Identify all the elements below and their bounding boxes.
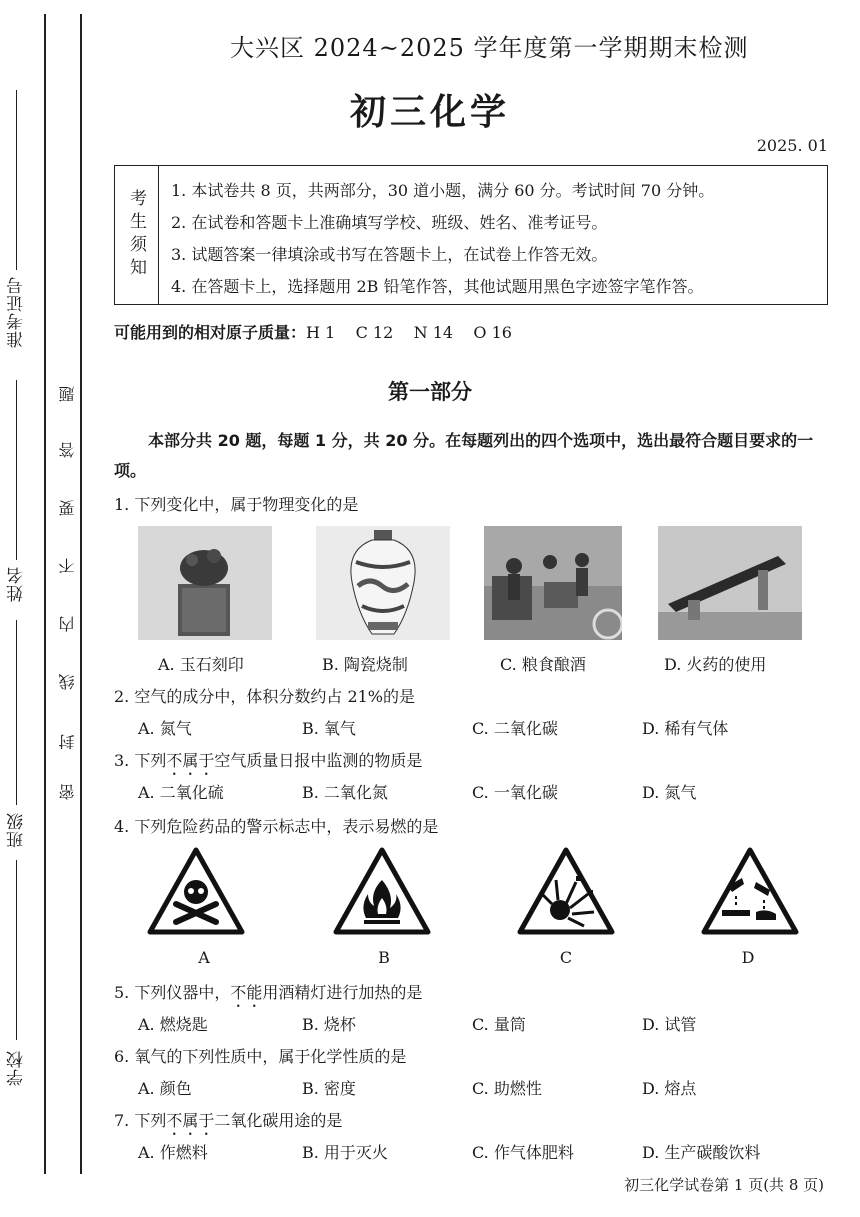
seal-char: 答 (58, 442, 77, 458)
option-label: B. 二氧化氮 (302, 783, 388, 802)
brewing-scene-image (484, 526, 622, 640)
jade-seal-image (138, 526, 272, 640)
part-intro: 本部分共 20 题，每题 1 分，共 20 分。在每题列出的四个选项中，选出最符合题目要求的一项。 (114, 431, 814, 480)
option-label: C. 量筒 (472, 1015, 526, 1034)
subject-title: 初三化学 (349, 92, 510, 133)
seal-char: 封 (58, 734, 77, 750)
porcelain-vase-image (316, 526, 450, 640)
option-label: D. 熔点 (642, 1079, 697, 1098)
option-label: A. 氮气 (138, 719, 192, 738)
option-label: D. 稀有气体 (642, 719, 729, 738)
option-label: B. 密度 (302, 1079, 356, 1098)
corrosive-warning-icon (700, 846, 800, 936)
option-label: A. 二氧化硫 (138, 783, 224, 802)
option-label: B. 陶瓷烧制 (322, 655, 408, 674)
option-label: D. 氮气 (642, 783, 697, 802)
option-label: C. 粮食酿酒 (500, 655, 586, 674)
option-label: B. 氧气 (302, 719, 356, 738)
option-label: B. 用于灭火 (302, 1143, 388, 1162)
notice-box (114, 165, 828, 305)
option-label: A. 颜色 (138, 1079, 192, 1098)
class-blank (16, 620, 17, 805)
atomic-masses: 可能用到的相对原子质量：H 1 C 12 N 14 O 16 (114, 323, 512, 342)
question-stem: 6. 氧气的下列性质中，属于化学性质的是 (114, 1047, 407, 1066)
notice-item: 4. 在答题卡上，选择题用 2B 铅笔作答，其他试题用黑色字迹签字笔作答。 (171, 277, 704, 296)
toxic-warning-icon (146, 846, 246, 936)
option-label: C. 一氧化碳 (472, 783, 558, 802)
option-label: A. 玉石刻印 (158, 655, 244, 674)
school-label: 学校 (7, 1050, 27, 1086)
seal-char: 题 (58, 386, 77, 402)
part-title: 第一部分 (388, 380, 472, 404)
name-label: 姓名 (7, 566, 27, 602)
binding-line-right (80, 14, 82, 1174)
notice-item: 1. 本试卷共 8 页，共两部分，30 道小题，满分 60 分。考试时间 70 分钟。 (171, 181, 715, 200)
exam-id-label: 准考证号 (7, 276, 27, 348)
option-label: C. 二氧化碳 (472, 719, 558, 738)
seal-char: 要 (58, 500, 77, 516)
option-label: C. 助燃性 (472, 1079, 542, 1098)
notice-item: 2. 在试卷和答题卡上准确填写学校、班级、姓名、准考证号。 (171, 213, 608, 232)
question-stem: 2. 空气的成分中，体积分数约占 21%的是 (114, 687, 416, 706)
option-label: C. 作气体肥料 (472, 1143, 574, 1162)
question-stem: 3. 下列不属于空气质量日报中监测的物质是 (114, 751, 423, 770)
option-label: A. 作燃料 (138, 1143, 208, 1162)
class-label: 班级 (7, 812, 27, 848)
option-label: D. 试管 (642, 1015, 697, 1034)
binding-line-left (44, 14, 46, 1174)
option-label: D. 生产碳酸饮料 (642, 1143, 761, 1162)
option-label: C (559, 948, 573, 967)
seal-char: 线 (58, 674, 77, 690)
page-footer: 初三化学试卷第 1 页(共 8 页) (624, 1176, 824, 1194)
notice-item: 3. 试题答案一律填涂或书写在答题卡上，在试卷上作答无效。 (171, 245, 608, 264)
exam-title: 大兴区 2024~2025 学年度第一学期期末检测 (230, 34, 749, 62)
seal-char: 内 (58, 616, 77, 632)
option-label: B. 烧杯 (302, 1015, 356, 1034)
gun-image (658, 526, 802, 640)
question-stem: 7. 下列不属于二氧化碳用途的是 (114, 1111, 343, 1130)
exam-date: 2025. 01 (756, 136, 828, 155)
notice-head: 考生须知 (115, 166, 159, 304)
question-stem: 5. 下列仪器中，不能用酒精灯进行加热的是 (114, 983, 423, 1002)
school-blank (16, 860, 17, 1040)
seal-char: 密 (58, 784, 77, 800)
option-label: B (378, 948, 390, 967)
option-label: D. 火药的使用 (664, 655, 767, 674)
question-stem: 1. 下列变化中，属于物理变化的是 (114, 495, 359, 514)
option-label: A (198, 948, 210, 967)
option-label: D (741, 948, 755, 967)
flammable-warning-icon (332, 846, 432, 936)
question-stem: 4. 下列危险药品的警示标志中，表示易燃的是 (114, 817, 439, 836)
seal-char: 不 (58, 558, 77, 574)
option-label: A. 燃烧匙 (138, 1015, 208, 1034)
explosive-warning-icon (516, 846, 616, 936)
name-blank (16, 380, 17, 560)
